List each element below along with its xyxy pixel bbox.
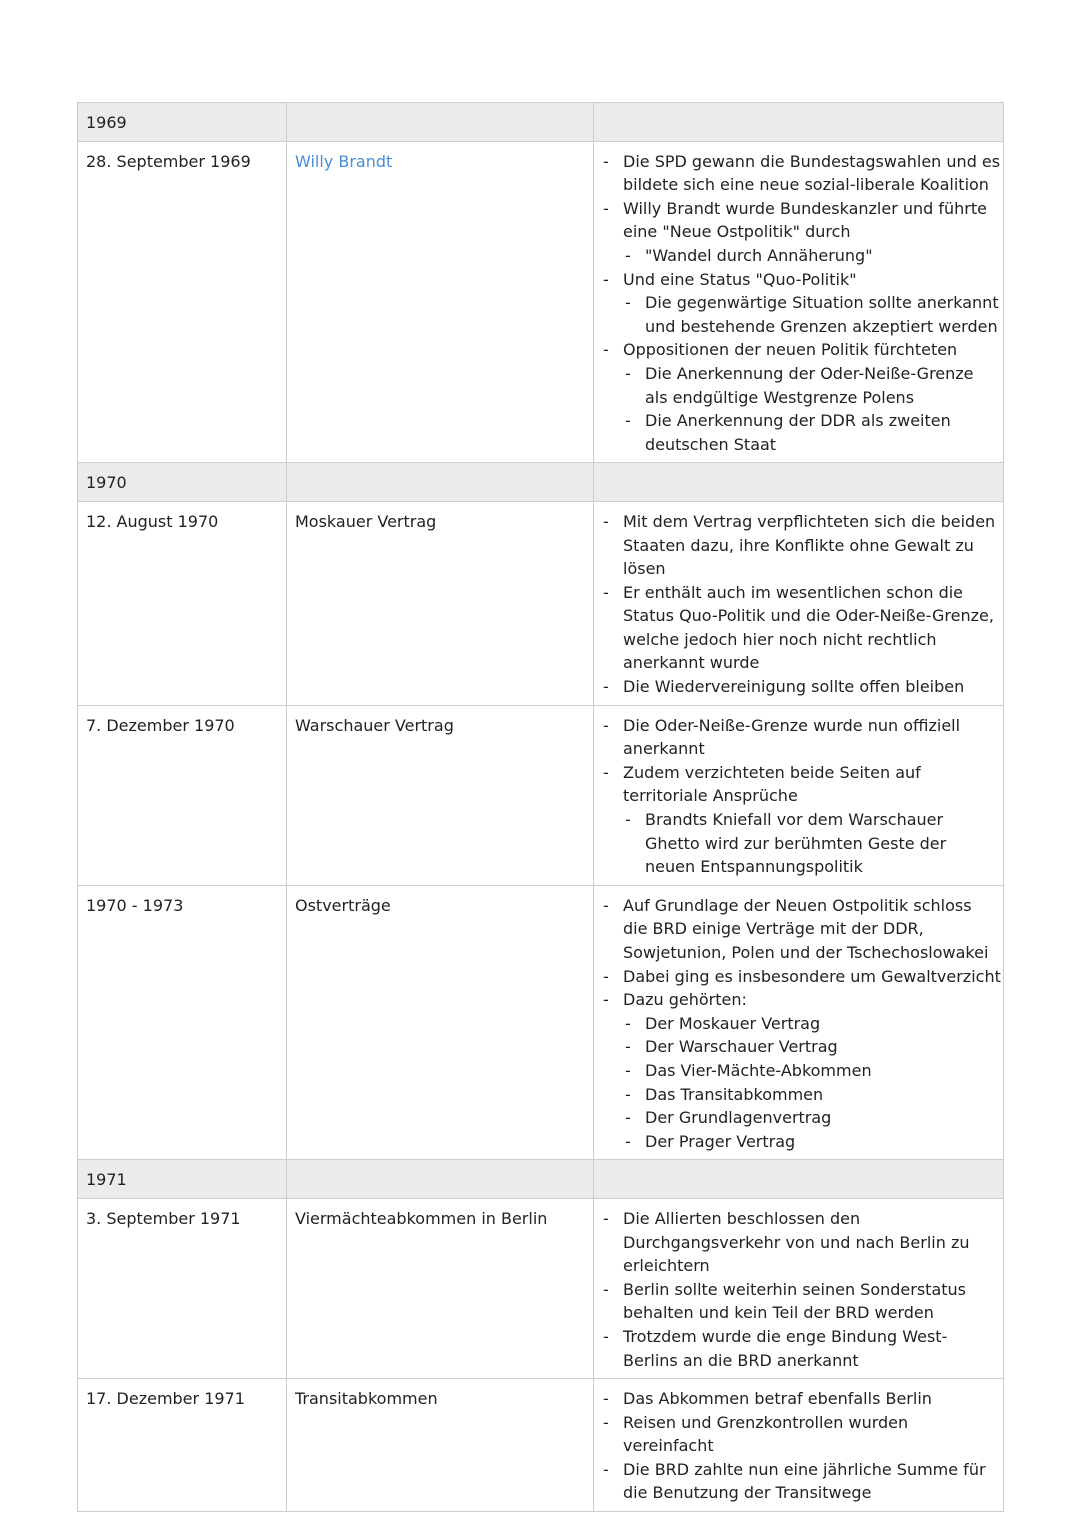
- bullet-item: - Er enthält auch im wesentlichen schon die Status Quo-Politik und die Oder-Neiße-Grenze, welche jedoch hier noch nicht rechtlich anerkannt wurde: [600, 581, 1001, 675]
- event-date: 7. Dezember 1970: [78, 705, 287, 885]
- bullet-item: - Willy Brandt wurde Bundeskanzler und führte eine "Neue Ostpolitik" durch: [600, 197, 1001, 244]
- timeline-table: [77, 102, 1004, 1512]
- event-row: [78, 1198, 1004, 1378]
- bullet-item: - Reisen und Grenzkontrollen wurden vereinfacht: [600, 1411, 1001, 1458]
- event-date: 12. August 1970: [78, 501, 287, 705]
- event-title-cell: [287, 705, 594, 885]
- empty-cell: [594, 463, 1004, 502]
- year-label: 1971: [78, 1160, 287, 1199]
- empty-cell: [287, 463, 594, 502]
- year-label: 1969: [78, 103, 287, 142]
- event-date: 17. Dezember 1971: [78, 1379, 287, 1512]
- event-title: Warschauer Vertrag: [295, 715, 454, 735]
- sub-bullet-item: - Der Prager Vertrag: [600, 1130, 1001, 1154]
- sub-bullet-item: - Das Vier-Mächte-Abkommen: [600, 1059, 1001, 1083]
- sub-bullet-item: - Der Warschauer Vertrag: [600, 1035, 1001, 1059]
- event-title-link[interactable]: Willy Brandt: [295, 151, 393, 171]
- event-details-cell: [594, 885, 1004, 1160]
- sub-bullet-item: - Die Anerkennung der DDR als zweiten deutschen Staat: [600, 409, 1001, 456]
- bullet-item: - Dabei ging es insbesondere um Gewaltverzicht: [600, 965, 1001, 989]
- event-date: 1970 - 1973: [78, 885, 287, 1160]
- bullet-item: - Die Allierten beschlossen den Durchgangsverkehr von und nach Berlin zu erleichtern: [600, 1207, 1001, 1278]
- event-row: [78, 141, 1004, 463]
- bullet-list: [600, 510, 1001, 699]
- sub-bullet-item: - "Wandel durch Annäherung": [600, 244, 1001, 268]
- bullet-list: [600, 714, 1001, 879]
- sub-bullet-item: - Die gegenwärtige Situation sollte anerkannt und bestehende Grenzen akzeptiert werden: [600, 291, 1001, 338]
- bullet-item: - Oppositionen der neuen Politik fürchteten: [600, 338, 1001, 362]
- event-title-cell: [287, 1198, 594, 1378]
- event-details-cell: [594, 705, 1004, 885]
- sub-bullet-item: - Brandts Kniefall vor dem Warschauer Ghetto wird zur berühmten Geste der neuen Entspannungspolitik: [600, 808, 1001, 879]
- bullet-item: - Dazu gehörten:: [600, 988, 1001, 1012]
- event-title: Viermächteabkommen in Berlin: [295, 1208, 548, 1228]
- empty-cell: [287, 1160, 594, 1199]
- bullet-item: - Auf Grundlage der Neuen Ostpolitik schloss die BRD einige Verträge mit der DDR, Sowjetunion, Polen und der Tschechoslowakei: [600, 894, 1001, 965]
- event-details-cell: [594, 501, 1004, 705]
- sub-bullet-item: - Das Transitabkommen: [600, 1083, 1001, 1107]
- year-header-row: [78, 1160, 1004, 1199]
- bullet-item: - Das Abkommen betraf ebenfalls Berlin: [600, 1387, 1001, 1411]
- timeline-body: [78, 103, 1004, 1512]
- year-label: 1970: [78, 463, 287, 502]
- event-details-cell: [594, 1198, 1004, 1378]
- bullet-item: - Mit dem Vertrag verpflichteten sich die beiden Staaten dazu, ihre Konflikte ohne Gewalt zu lösen: [600, 510, 1001, 581]
- empty-cell: [594, 103, 1004, 142]
- event-date: 28. September 1969: [78, 141, 287, 463]
- event-title: Moskauer Vertrag: [295, 511, 437, 531]
- event-title: Transitabkommen: [295, 1389, 438, 1409]
- event-row: [78, 705, 1004, 885]
- empty-cell: [594, 1160, 1004, 1199]
- year-header-row: [78, 463, 1004, 502]
- empty-cell: [287, 103, 594, 142]
- event-row: [78, 885, 1004, 1160]
- bullet-list: [600, 1207, 1001, 1372]
- bullet-list: [600, 1387, 1001, 1505]
- bullet-item: - Und eine Status "Quo-Politik": [600, 268, 1001, 292]
- year-header-row: [78, 103, 1004, 142]
- event-row: [78, 501, 1004, 705]
- event-title-cell: [287, 141, 594, 463]
- event-title-cell: [287, 885, 594, 1160]
- event-title-cell: [287, 501, 594, 705]
- event-date: 3. September 1971: [78, 1198, 287, 1378]
- sub-bullet-item: - Der Grundlagenvertrag: [600, 1106, 1001, 1130]
- bullet-item: - Die Oder-Neiße-Grenze wurde nun offiziell anerkannt: [600, 714, 1001, 761]
- event-title: Ostverträge: [295, 895, 391, 915]
- sub-bullet-item: - Die Anerkennung der Oder-Neiße-Grenze als endgültige Westgrenze Polens: [600, 362, 1001, 409]
- bullet-item: - Die BRD zahlte nun eine jährliche Summe für die Benutzung der Transitwege: [600, 1458, 1001, 1505]
- bullet-item: - Die SPD gewann die Bundestagswahlen und es bildete sich eine neue sozial-liberale Koalition: [600, 150, 1001, 197]
- bullet-item: - Berlin sollte weiterhin seinen Sonderstatus behalten und kein Teil der BRD werden: [600, 1278, 1001, 1325]
- event-title-cell: [287, 1379, 594, 1512]
- event-details-cell: [594, 141, 1004, 463]
- sub-bullet-item: - Der Moskauer Vertrag: [600, 1012, 1001, 1036]
- bullet-item: - Trotzdem wurde die enge Bindung West-Berlins an die BRD anerkannt: [600, 1325, 1001, 1372]
- bullet-list: [600, 894, 1001, 1154]
- bullet-list: [600, 150, 1001, 457]
- bullet-item: - Zudem verzichteten beide Seiten auf territoriale Ansprüche: [600, 761, 1001, 808]
- event-row: [78, 1379, 1004, 1512]
- bullet-item: - Die Wiedervereinigung sollte offen bleiben: [600, 675, 1001, 699]
- event-details-cell: [594, 1379, 1004, 1512]
